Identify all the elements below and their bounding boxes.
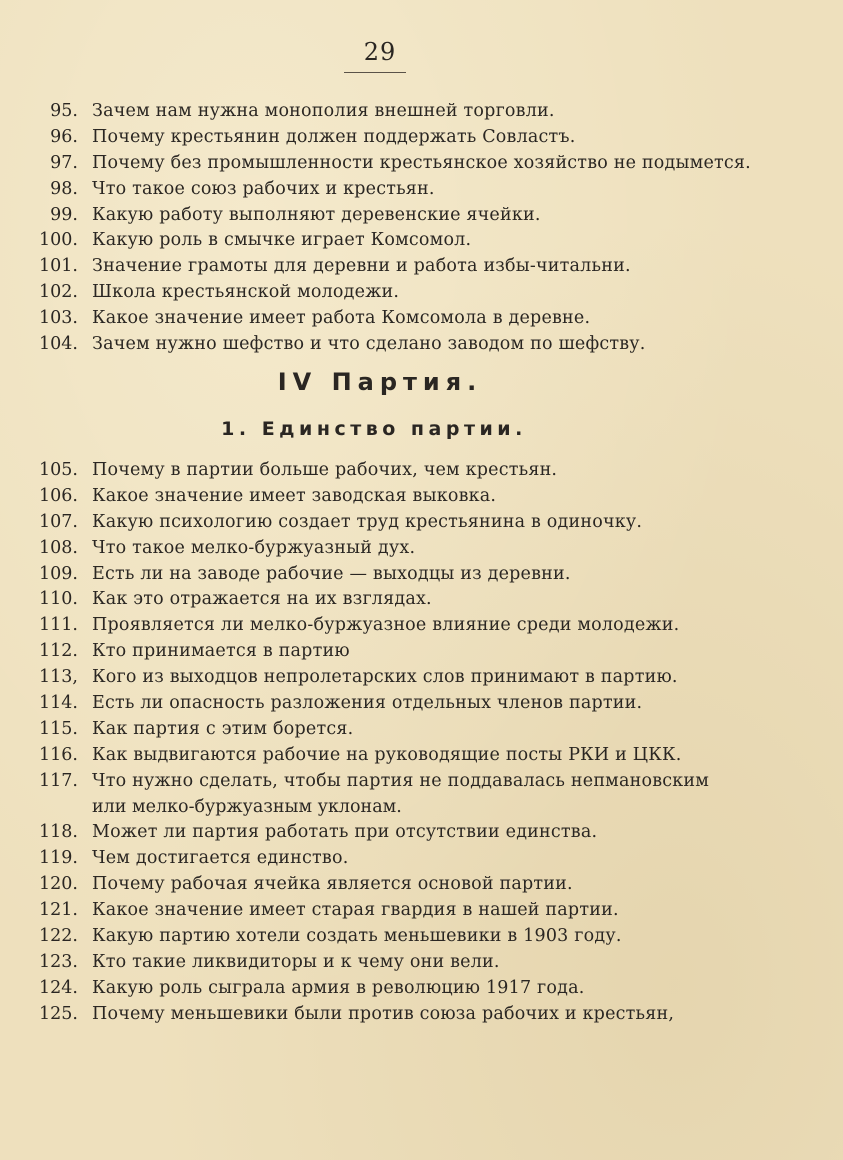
item-text: Что нужно сделать, чтобы партия не поддавалась непмановским xyxy=(92,770,710,791)
list-item xyxy=(0,332,843,358)
list-item xyxy=(0,536,843,562)
subsection-heading: 1. Единство партии. xyxy=(221,418,527,440)
item-text: Какое значение имеет заводская выковка. xyxy=(92,485,497,506)
item-number: 103. xyxy=(39,308,78,329)
item-text-continued: или мелко-буржуазным уклонам. xyxy=(92,796,402,817)
list-item xyxy=(0,665,843,691)
item-number: 95. xyxy=(50,101,78,121)
list-item xyxy=(0,743,843,769)
item-number: 112. xyxy=(39,641,78,662)
list-item xyxy=(0,1002,843,1028)
question-list-party-unity xyxy=(0,458,843,1028)
item-text: Кто такие ликвидиторы и к чему они вели. xyxy=(92,951,500,972)
list-item xyxy=(0,924,843,950)
item-text: Что такое союз рабочих и крестьян. xyxy=(92,178,435,199)
item-number: 125. xyxy=(39,1003,78,1024)
list-item xyxy=(0,613,843,639)
item-number: 108. xyxy=(39,537,78,558)
item-number: 118. xyxy=(39,822,78,843)
list-item xyxy=(0,510,843,536)
list-item xyxy=(0,177,843,203)
list-item xyxy=(0,306,843,332)
list-item xyxy=(0,228,843,254)
item-number: 99. xyxy=(50,204,78,225)
item-number: 122. xyxy=(39,926,78,947)
item-number: 96. xyxy=(50,126,78,147)
item-text: Проявляется ли мелко-буржуазное влияние среди молодежи. xyxy=(92,615,680,636)
item-text: Почему в партии больше рабочих, чем крестьян. xyxy=(92,460,558,480)
page-number: 29 xyxy=(363,38,397,66)
item-text: Кто принимается в партию xyxy=(92,641,350,662)
item-text: Школа крестьянской молодежи. xyxy=(92,282,400,303)
item-text: Какую роль сыграла армия в революцию 1917 года. xyxy=(92,977,585,998)
item-number: 105. xyxy=(39,460,78,480)
list-item xyxy=(0,254,843,280)
item-number: 104. xyxy=(39,334,78,355)
list-item xyxy=(0,769,843,821)
list-item xyxy=(0,151,843,177)
item-text: Чем достигается единство. xyxy=(92,848,349,869)
item-number: 100. xyxy=(39,230,78,251)
list-item xyxy=(0,820,843,846)
item-number: 107. xyxy=(39,511,78,532)
item-number: 113, xyxy=(39,667,78,688)
item-text: Почему рабочая ячейка является основой партии. xyxy=(92,874,573,895)
item-number: 119. xyxy=(39,848,78,869)
item-text: Какую психологию создает труд крестьянина в одиночку. xyxy=(92,511,643,532)
list-item xyxy=(0,691,843,717)
list-item xyxy=(0,846,843,872)
list-item xyxy=(0,950,843,976)
list-item xyxy=(0,203,843,229)
item-text: Какое значение имеет работа Комсомола в деревне. xyxy=(92,308,591,329)
item-text: Значение грамоты для деревни и работа избы-читальни. xyxy=(92,256,631,277)
list-item xyxy=(0,639,843,665)
item-number: 98. xyxy=(50,178,78,199)
list-item xyxy=(0,99,843,125)
item-text: Какую работу выполняют деревенские ячейки. xyxy=(92,204,541,225)
item-text: Какую роль в смычке играет Комсомол. xyxy=(92,230,472,251)
item-number: 124. xyxy=(39,977,78,998)
list-item xyxy=(0,898,843,924)
item-text: Почему меньшевики были против союза рабочих и крестьян, xyxy=(92,1003,675,1024)
item-text: Есть ли на заводе рабочие — выходцы из деревни. xyxy=(92,563,571,584)
list-item xyxy=(0,280,843,306)
list-item-continuation xyxy=(0,795,843,821)
item-number: 97. xyxy=(50,152,78,173)
item-number: 114. xyxy=(39,693,78,714)
item-text: Что такое мелко-буржуазный дух. xyxy=(92,537,416,558)
item-number: 120. xyxy=(39,874,78,895)
item-number: 102. xyxy=(39,282,78,303)
item-number: 116. xyxy=(39,744,78,765)
section-heading: IV Партия. xyxy=(277,368,483,396)
list-item xyxy=(0,484,843,510)
item-number: 115. xyxy=(39,718,78,739)
list-item xyxy=(0,717,843,743)
list-item xyxy=(0,458,843,484)
list-item xyxy=(0,872,843,898)
item-number: 106. xyxy=(39,485,78,506)
item-text: Есть ли опасность разложения отдельных членов партии. xyxy=(92,693,643,714)
item-text: Как партия с этим борется. xyxy=(92,718,354,739)
list-item xyxy=(0,562,843,588)
item-text: Почему без промышленности крестьянское хозяйство не подымется. xyxy=(92,152,751,173)
item-number: 121. xyxy=(39,900,78,921)
item-number: 101. xyxy=(39,256,78,277)
item-text: Как это отражается на их взглядах. xyxy=(92,589,432,610)
item-text: Как выдвигаются рабочие на руководящие посты РКИ и ЦКК. xyxy=(92,744,682,765)
item-text: Зачем нам нужна монополия внешней торговли. xyxy=(92,101,555,121)
list-item xyxy=(0,587,843,613)
item-text: Почему крестьянин должен поддержать Совластъ. xyxy=(92,126,576,147)
item-text: Кого из выходцов непролетарских слов принимают в партию. xyxy=(92,667,678,688)
item-number: 111. xyxy=(39,615,78,636)
page-number-rule xyxy=(344,72,406,73)
item-text: Какое значение имеет старая гвардия в нашей партии. xyxy=(92,900,619,921)
list-item xyxy=(0,976,843,1002)
item-number: 117. xyxy=(39,770,78,791)
item-number: 109. xyxy=(39,563,78,584)
list-item-line xyxy=(0,769,843,795)
item-number: 110. xyxy=(39,589,78,610)
question-list-part-3 xyxy=(0,99,843,358)
item-text: Может ли партия работать при отсутствии единства. xyxy=(92,822,598,843)
item-text: Какую партию хотели создать меньшевики в 1903 году. xyxy=(92,926,622,947)
item-text: Зачем нужно шефство и что сделано заводом по шефству. xyxy=(92,334,646,355)
list-item xyxy=(0,125,843,151)
item-number: 123. xyxy=(39,951,78,972)
